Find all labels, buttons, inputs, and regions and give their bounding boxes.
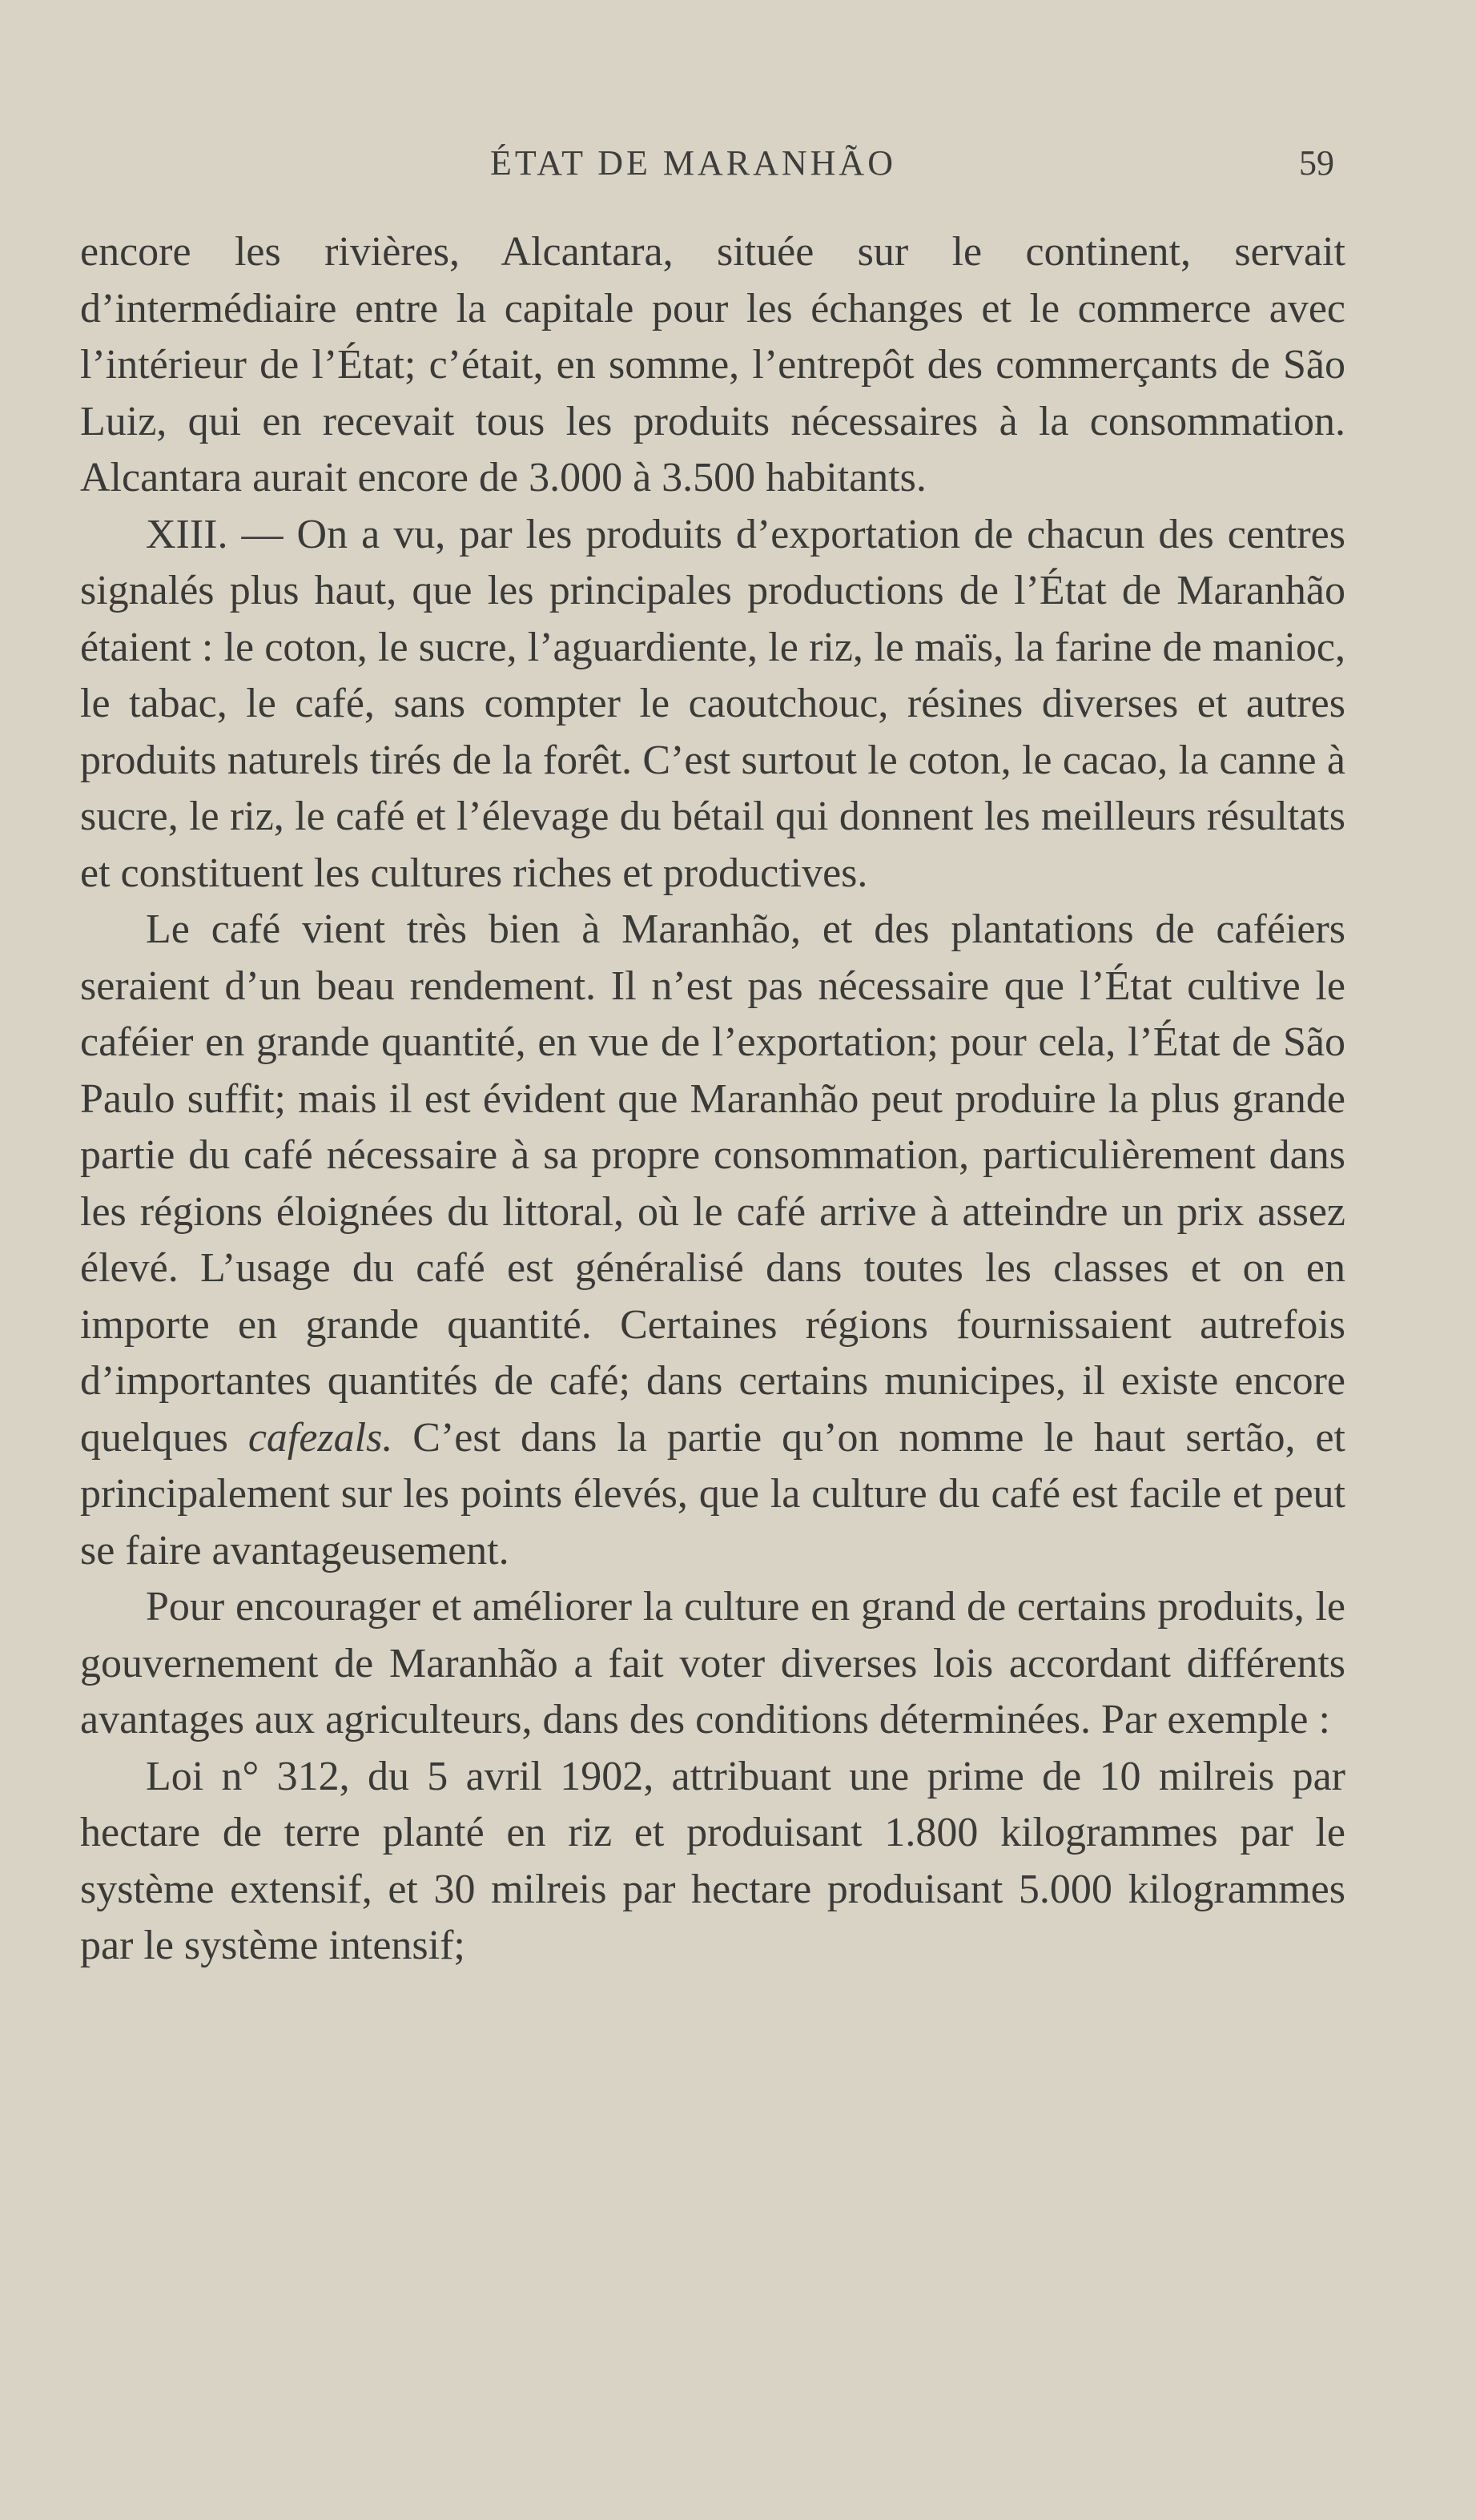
paragraph-section-xiii: XIII. — On a vu, par les produits d’exportation de chacun des centres signalés plus haut, que les principales productions de l’État de Maranhão étaient : le coton, le sucre, l’aguardiente, le riz, le maïs, la farine de manioc, le tabac, le café, sans compter le caoutchouc, résines diverses et autres produits naturels tirés de la forêt. C’est surtout le coton, le cacao, la canne à sucre, le riz, le café et l’élevage du bétail qui donnent les meilleurs résultats et constituent les cultures riches et productives. bbox=[80, 511, 1345, 896]
running-head bbox=[0, 143, 1476, 191]
coffee-text-end: C’est dans la partie qu’on nomme le haut sertão, et principalement sur les points élevés, que la culture du café est facile et peut se faire avantageusement. bbox=[80, 1414, 1346, 1573]
italic-term-cafezals: cafezals. bbox=[247, 1414, 393, 1461]
coffee-text-start: Le café vient très bien à Maranhão, et des plantations de caféiers seraient d’un beau rendement. Il n’est pas nécessaire que l’État cultive le caféier en grande quantité, en vue de l’exportation; pour cela, l’État de São Paulo suffit; mais il est évident que Maranhão peut produire la plus grande partie du café nécessaire à sa propre consommation, particulièrement dans les régions éloignées du littoral, où le café arrive à atteindre un prix assez élevé. L’usage du café est généralisé dans toutes les classes et on en importe en grande quantité. Certaines régions fournissaient autrefois d’importantes quantités de café; dans certains municipes, il existe encore quelques bbox=[80, 906, 1345, 1461]
paragraph-continuation: encore les rivières, Alcantara, située sur le continent, servait d’intermédiaire entre la capitale pour les échanges et le commerce avec l’intérieur de l’État; c’était, en somme, l’entrepôt des commerçants de São Luiz, qui en recevait tous les produits nécessaires à la consommation. Alcantara aurait encore de 3.000 à 3.500 habitants. bbox=[80, 229, 1345, 500]
running-title: ÉTAT DE MARANHÃO bbox=[490, 143, 896, 183]
paragraph-law-312: Loi n° 312, du 5 avril 1902, attribuant une prime de 10 milreis par hectare de terre planté en riz et produisant 1.800 kilogrammes par le système extensif, et 30 milreis par hectare produisant 5.000 kilogrammes par le système intensif; bbox=[80, 1753, 1345, 1968]
paragraph-coffee bbox=[80, 902, 1345, 1579]
paragraph-government-laws: Pour encourager et améliorer la culture en grand de certains produits, le gouvernement de Maranhão a fait voter diverses lois accordant différents avantages aux agriculteurs, dans des conditions déterminées. Par exemple : bbox=[80, 1584, 1345, 1742]
page-number: 59 bbox=[1299, 143, 1334, 183]
body-text bbox=[80, 224, 1345, 1975]
